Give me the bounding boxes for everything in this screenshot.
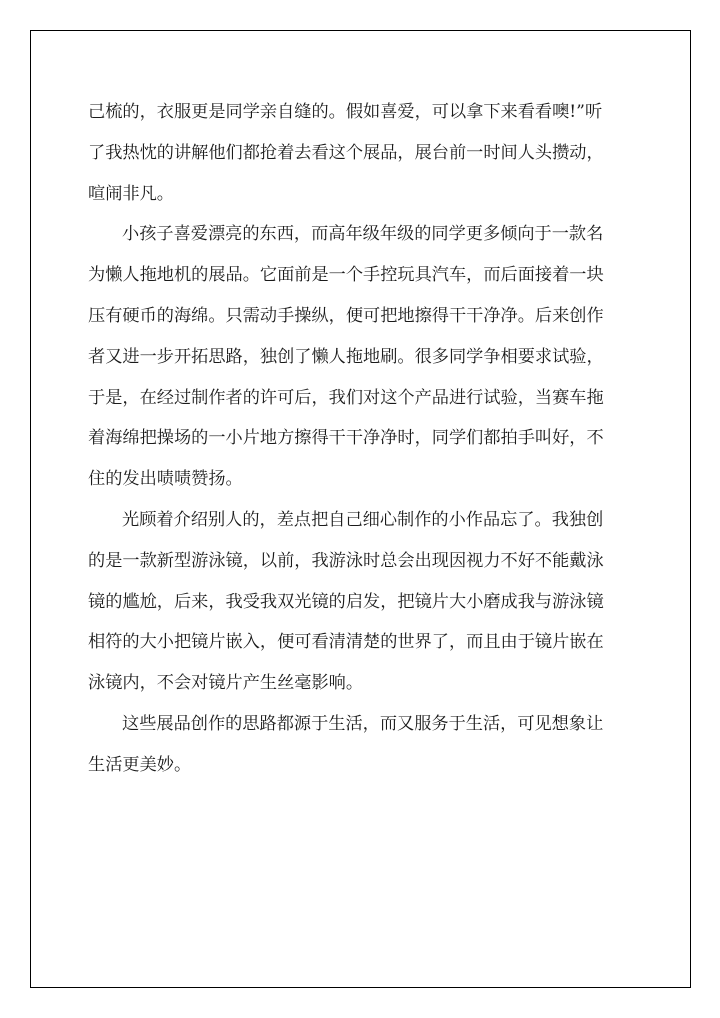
- text-line: 于是，在经过制作者的许可后，我们对这个产品进行试验，当赛车拖: [88, 387, 604, 408]
- text-line: 为懒人拖地机的展品。它面前是一个手控玩具汽车，而后面接着一块: [88, 265, 604, 286]
- text-line: 镜的尴尬，后来，我受我双光镜的启发，把镜片大小磨成我与游泳镜: [88, 591, 604, 612]
- text-line: 泳镜内，不会对镜片产生丝毫影响。: [88, 673, 364, 694]
- text-line: 住的发出啧啧赞扬。: [88, 469, 243, 490]
- document-body: [88, 92, 636, 786]
- text-line: 的是一款新型游泳镜，以前，我游泳时总会出现因视力不好不能戴泳: [88, 550, 604, 571]
- text-line: 压有硬币的海绵。只需动手操纵，便可把地擦得干干净净。后来创作: [88, 305, 604, 326]
- paragraph-start-line: 小孩子喜爱漂亮的东西，而高年级年级的同学更多倾向于一款名: [122, 224, 604, 245]
- text-line: 己梳的，衣服更是同学亲自缝的。假如喜爱，可以拿下来看看噢!”听: [88, 102, 603, 122]
- text-line: 相符的大小把镜片嵌入，便可看清清楚的世界了，而且由于镜片嵌在: [88, 632, 604, 653]
- paragraph-start-line: 这些展品创作的思路都源于生活，而又服务于生活，可见想象让: [122, 713, 604, 734]
- text-line: 喧闹非凡。: [88, 183, 174, 204]
- text-line: 着海绵把操场的一小片地方擦得干干净净时，同学们都拍手叫好，不: [88, 428, 604, 449]
- paragraph-start-line: 光顾着介绍别人的，差点把自己细心制作的小作品忘了。我独创: [122, 509, 604, 530]
- text-line: 了我热忱的讲解他们都抢着去看这个展品，展台前一时间人头攒动，: [88, 142, 604, 163]
- text-line: 者又进一步开拓思路，独创了懒人拖地刷。很多同学争相要求试验，: [88, 346, 604, 367]
- text-line: 生活更美妙。: [88, 754, 192, 775]
